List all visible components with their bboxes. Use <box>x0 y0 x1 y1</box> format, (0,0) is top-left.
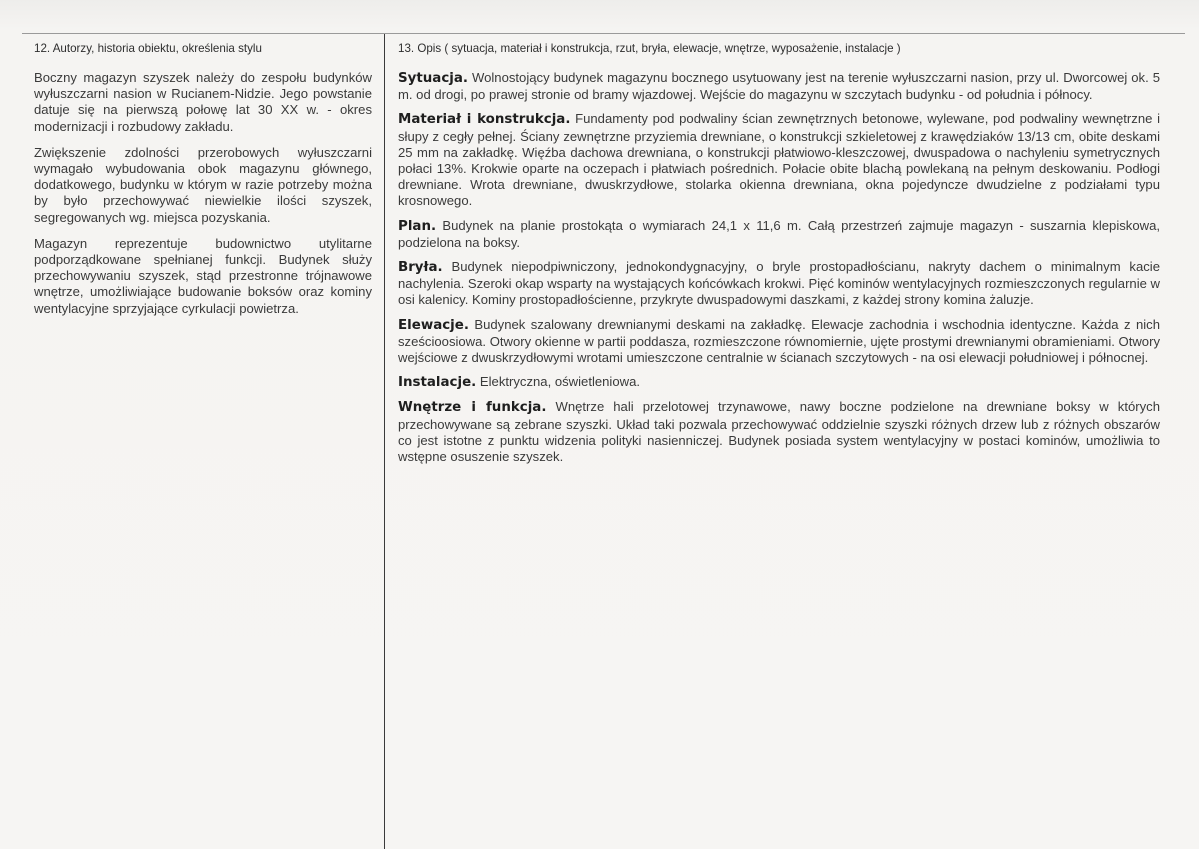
top-rule <box>22 33 1185 34</box>
description-heading: 13. Opis ( sytuacja, materiał i konstrukcja, rzut, bryła, elewacje, wnętrze, wyposażenie, instalacje ) <box>398 42 901 55</box>
section-installations <box>398 374 1160 391</box>
section-situation <box>398 70 1160 103</box>
section-label: Materiał i konstrukcja. <box>398 112 571 128</box>
section-material <box>398 111 1160 209</box>
history-paragraph: Zwiększenie zdolności przerobowych wyłuszczarni wymagało wybudowania obok magazynu głównego, dodatkowego, budynku w którym w razie potrzeby można by było przechowywać niewielkie ilości szyszek, segregowanych wg. miejsca pozyskania. <box>34 144 372 225</box>
history-paragraph: Boczny magazyn szyszek należy do zespołu budynków wyłuszczarni nasion w Rucianem-Nidzie. Jego powstanie datuje się na pierwszą połowę lat 30 XX w. - okres modernizacji i rozbudowy zakładu. <box>34 70 372 134</box>
section-interior <box>398 399 1160 465</box>
section-text: Budynek szalowany drewnianymi deskami na zakładkę. Elewacje zachodnia i wschodnia identyczne. Każda z nich sześcioosiowa. Otwory okienne w partii poddasza, rozmieszczone równomiernie, ujęte prostymi drewnianymi obramieniami. Otwory wejściowe z dwuskrzydłowymi wrotami umieszczone centralnie w ścianach szczytowych - na osi elewacji południowej i północnej. <box>398 316 1160 366</box>
history-column <box>34 41 372 327</box>
description-column <box>398 41 1160 473</box>
section-text: Wnętrze hali przelotowej trzynawowe, nawy boczne podzielone na drewniane boksy w których przechowywane są zebrane szyszki. Układ taki pozwala przechowywać oddzielnie szyszki różnych drzew lub z różnych obszarów co jest istotne z punktu widzenia polityki nasienniczej. Budynek posiada system wentylacyjny w postaci kominów, umożliwia to wstępne osuszenie szyszek. <box>398 399 1161 465</box>
section-label: Wnętrze i funkcja. <box>398 400 547 416</box>
section-label: Elewacje. <box>398 317 469 333</box>
section-text: Budynek niepodpiwniczony, jednokondygnacyjny, o bryle prostopadłościanu, nakryty dachem o minimalnym kacie nachylenia. Szeroki okap wsparty na wystających końcówkach krokwi. Pięć kominów wentylacyjnych rozmieszczonych regularnie w osi kalenicy. Kominy prostopadłościenne, przykryte dwuspadowymi daszkami, z każdej strony komina żaluzje. <box>398 259 1160 308</box>
section-label: Sytuacja. <box>398 71 468 86</box>
history-heading: 12. Autorzy, historia obiektu, określenia stylu <box>34 42 262 55</box>
section-elevations <box>398 317 1160 367</box>
section-label: Bryła. <box>398 260 443 276</box>
section-label: Instalacje. <box>398 375 477 391</box>
section-label: Plan. <box>398 218 437 234</box>
history-paragraph: Magazyn reprezentuje budownictwo utylitarne podporządkowane spełnianej funkcji. Budynek służy przechowywaniu szyszek, stąd przestronne trójnawowe wnętrze, umożliwiające budowanie boksów oraz kominy wentylacyjne sprzyjające cyrkulacji powietrza. <box>34 235 372 316</box>
section-text: Fundamenty pod podwaliny ścian zewnętrznych betonowe, wylewane, pod podwaliny wewnętrzne i słupy z cegły pełnej. Ściany zewnętrzne przyziemia drewniane, o konstrukcji szkieletowej z krawędziaków 13/13 cm, obite deskami 25 mm na zakładkę. Więźba dachowa drewniana, o konstrukcji płatwiowo-kleszczowej, dwuspadowa o nachyleniu symetrycznych połaci 13%. Krokwie oparte na oczepach i płatwiach pośrednich. Połacie obite blachą powlekaną na pełnym deskowaniu. Podłogi drewniane. Wrota drewniane, dwuskrzydłowe, stolarka okienna drewniana, okna pojedyncze dwudzielne z podziałami typu krosnowego. <box>398 111 1160 209</box>
section-text: Wolnostojący budynek magazynu bocznego usytuowany jest na terenie wyłuszczarni nasion, przy ul. Dworcowej ok. 5 m. od drogi, po prawej stronie od bramy wjazdowej. Wejście do magazynu w szczytach budynku - od południa i północy. <box>398 70 1160 103</box>
section-text: Elektryczna, oświetleniowa. <box>479 374 640 390</box>
section-text: Budynek na planie prostokąta o wymiarach 24,1 x 11,6 m. Całą przestrzeń zajmuje magazyn - suszarnia klepiskowa, podzielona na boksy. <box>398 217 1160 250</box>
section-massing <box>398 259 1160 309</box>
section-plan <box>398 218 1160 251</box>
column-divider <box>384 34 385 849</box>
